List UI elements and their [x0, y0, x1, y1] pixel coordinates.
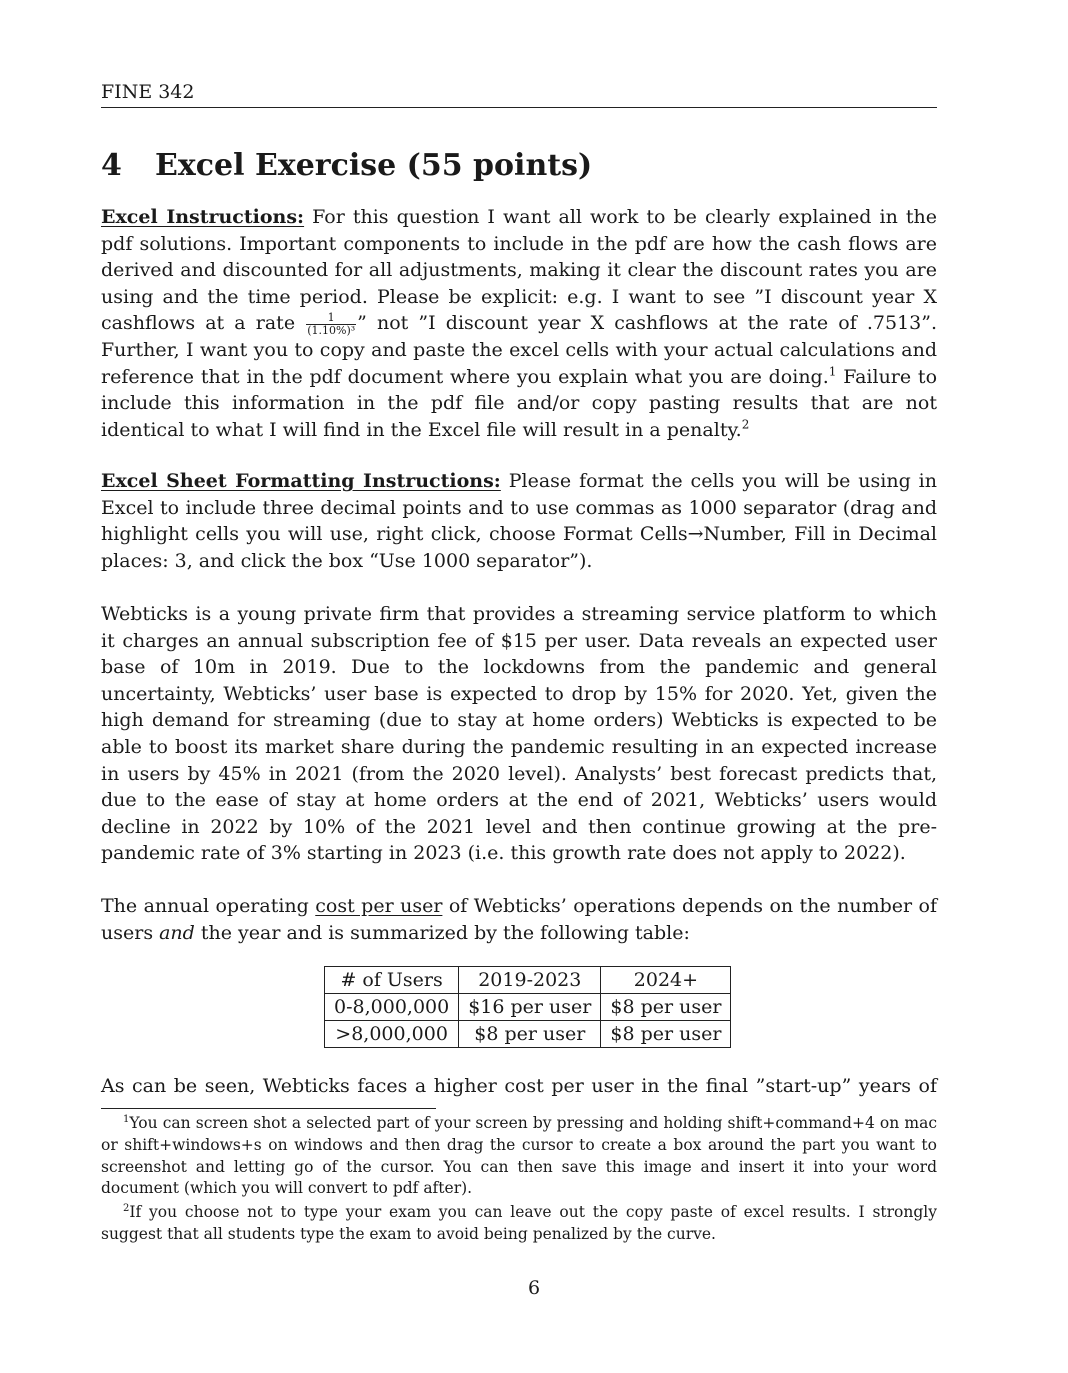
formatting-instructions-label: Excel Sheet Formatting Instructions:	[101, 470, 501, 492]
table-row	[325, 1021, 731, 1048]
table-cell: 0-8,000,000	[325, 994, 459, 1021]
table-cell: $16 per user	[459, 994, 601, 1021]
table-cell: $8 per user	[601, 1021, 731, 1048]
table-header-row	[325, 967, 731, 994]
fraction-numerator: 1	[306, 312, 356, 325]
cost-italic-and: and	[159, 921, 195, 944]
instructions-text-3: Failure to include this information in the pdf file and/or copy pasting results that are not identical to what I will find in the Excel file will result in a penalty.	[101, 365, 938, 441]
section-number: 4	[101, 148, 122, 183]
cost-text-1: The annual operating	[101, 895, 316, 917]
excel-instructions-label: Excel Instructions:	[101, 206, 305, 228]
footnote-2	[101, 1202, 937, 1246]
section-heading	[101, 146, 592, 186]
cost-text-3: the year and is summarized by the following table:	[194, 921, 690, 944]
running-header: FINE 342	[101, 80, 937, 108]
cost-per-user-underlined: cost per user	[315, 895, 443, 917]
instructions-text-1: For this question I want all work to be clearly explained in the pdf solutions. Important components to include in the pdf are how the cash flows are derived and discounted for all adjustments, making it clear the discount rates you are using and the time period. Please be explicit: e.g. I want to see ”I discount year X cashflows at a rate	[101, 206, 937, 335]
table-header-cell: 2019-2023	[459, 967, 601, 994]
closing-line: As can be seen, Webticks faces a higher cost per user in the final ”start-up” years of	[101, 1075, 937, 1097]
fraction-denominator: (1.10%)³	[307, 323, 356, 337]
table-row	[325, 994, 731, 1021]
cost-paragraph	[101, 893, 937, 946]
scenario-paragraph: Webticks is a young private firm that provides a streaming service platform to which it charges an annual subscription fee of $15 per user. Data reveals an expected user base of 10m in 2019. Due to the lockdowns from the pandemic and general uncertainty, Webticks’ user base is expected to drop by 15% for 2020. Yet, given the high demand for streaming (due to stay at home orders) Webticks is expected to be able to boost its market share during the pandemic resulting in an expected increase in users by 45% in 2021 (from the 2020 level). Analysts’ best forecast predicts that, due to the ease of stay at home orders at the end of 2021, Webticks’ users would decline in 2022 by 10% of the 2021 level and then continue growing at the pre-pandemic rate of 3% starting in 2023 (i.e. this growth rate does not apply to 2022).	[101, 603, 937, 865]
footnote-text-2: If you choose not to type your exam you can leave out the copy paste of excel results. I strongly suggest that all students type the exam to avoid being penalized by the curve.	[101, 1203, 937, 1243]
table-header-cell: # of Users	[325, 967, 459, 994]
formatting-instructions-paragraph	[101, 468, 937, 574]
footnote-text-1: You can screen shot a selected part of your screen by pressing and holding shift+command+4 on mac or shift+windows+s on windows and then drag the cursor to create a box around the part you want to screenshot and letting go of the cursor. You can then save this image and insert it into your word document (which you will convert to pdf after).	[101, 1114, 937, 1198]
footnote-ref-2: 2	[741, 417, 750, 432]
discount-fraction	[306, 312, 356, 337]
table-cell: $8 per user	[459, 1021, 601, 1048]
footnote-divider	[101, 1108, 436, 1109]
table-cell: >8,000,000	[325, 1021, 459, 1048]
page-number: 6	[527, 1277, 541, 1299]
formatting-text: Please format the cells you will be using in Excel to include three decimal points and to use commas as 1000 separator (drag and highlight cells you will use, right click, choose Format Cells→Number, Fill in Decimal places: 3, and click the box “Use 1000 separator”).	[101, 470, 937, 572]
excel-instructions-paragraph	[101, 204, 937, 443]
footnote-ref-1: 1	[828, 364, 837, 379]
footnote-mark-2: 2	[123, 1202, 130, 1214]
section-title-text: Excel Exercise (55 points)	[155, 148, 593, 183]
cost-per-user-table	[324, 966, 731, 1048]
instructions-text-2: ” not ”I discount year X cashflows at the rate of .7513”. Further, I want you to copy and paste the excel cells with your actual calculations and reference that in the pdf document where you explain what you are doing.	[101, 312, 937, 388]
footnote-1	[101, 1113, 937, 1200]
cost-text-2: of Webticks’ operations depends on the number of users	[101, 895, 937, 944]
table-header-cell: 2024+	[601, 967, 731, 994]
footnote-mark-1: 1	[123, 1113, 130, 1125]
table-cell: $8 per user	[601, 994, 731, 1021]
